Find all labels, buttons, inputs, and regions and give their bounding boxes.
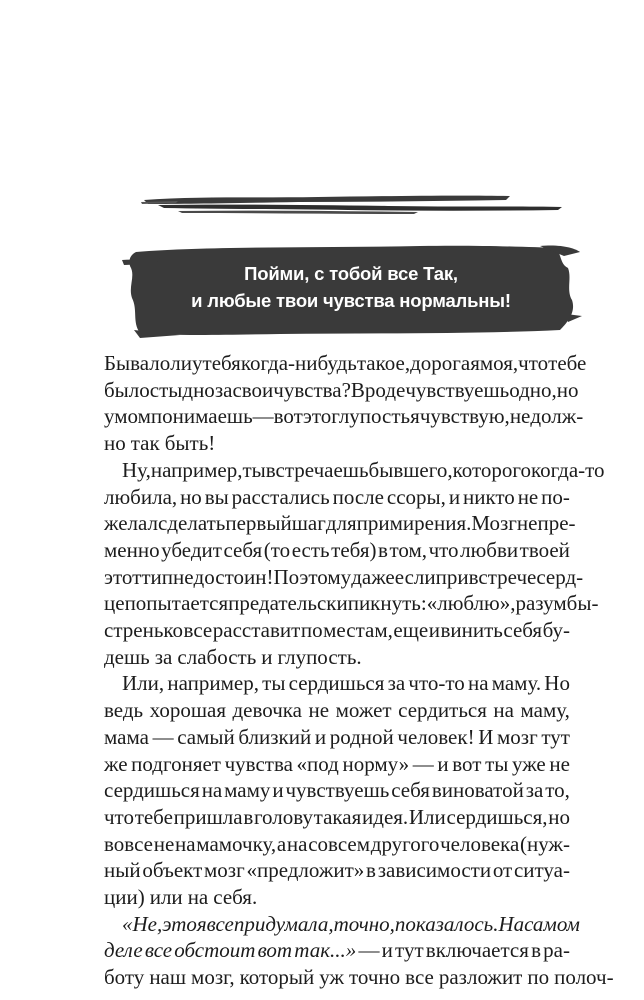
word: по- [541, 484, 570, 509]
word: себя [503, 618, 543, 643]
word: и [437, 751, 449, 776]
word: себя [223, 537, 263, 562]
word: за [214, 377, 233, 402]
word: свои [232, 377, 274, 402]
word: примирения. [356, 511, 472, 536]
word: «под [296, 751, 339, 776]
word: бы- [566, 591, 599, 616]
word: маму. [491, 671, 542, 696]
word: долж- [530, 404, 584, 429]
word: «предложит» [246, 858, 365, 883]
word: и [381, 938, 393, 963]
word: а [276, 831, 287, 856]
word: сердишься [288, 671, 385, 696]
word: бывшего, [368, 457, 453, 482]
word: включается [425, 938, 529, 963]
brush-stroke-divider [138, 186, 568, 224]
word: придумала, [233, 911, 334, 936]
word: точно, [333, 911, 395, 936]
word: быть! [164, 431, 216, 456]
word: ли [170, 351, 193, 375]
text-line [104, 964, 614, 991]
word: глупость [331, 404, 411, 429]
word: на [201, 778, 223, 803]
word: встрече [468, 564, 537, 589]
word: все [183, 618, 213, 643]
word: на [493, 698, 514, 723]
word: сердиться [398, 698, 487, 723]
word: виноватой [431, 778, 524, 803]
word: маму [224, 778, 271, 803]
word: когда-то [530, 457, 605, 482]
text-line [104, 617, 570, 644]
word: подгоняет [131, 751, 221, 776]
heading-line-2: и любые твои чувства нормальны! [191, 290, 511, 311]
word: тут [395, 938, 424, 963]
word: этот [104, 564, 142, 589]
word: чувства? [273, 377, 351, 402]
word: но [548, 804, 570, 829]
word: я [196, 911, 207, 936]
word: но [104, 431, 126, 456]
word: шаг [291, 511, 326, 536]
word: наш [149, 965, 187, 990]
text-line [104, 751, 570, 778]
word: зависимости [377, 858, 492, 883]
word: менно [104, 537, 160, 562]
word: «Не, [122, 911, 163, 936]
word: так...» [294, 938, 357, 963]
text-line [104, 857, 570, 884]
paragraph [104, 457, 605, 671]
word: (нуж- [520, 831, 570, 856]
word: мозг [204, 858, 245, 883]
word: Ну, [122, 457, 151, 482]
word: уж [319, 965, 344, 990]
word: маму, [520, 698, 570, 723]
word: — [252, 404, 274, 429]
word: человек! [397, 724, 475, 749]
word: твоей [519, 537, 570, 562]
word: тебя [202, 351, 241, 375]
word: ции) [104, 885, 145, 910]
word: глупость. [277, 644, 362, 669]
word: слабость [177, 644, 257, 669]
word: близкий [238, 724, 312, 749]
word: на [175, 831, 196, 856]
word: такое, [356, 351, 411, 375]
word: разум [515, 591, 567, 616]
word: тут [541, 724, 570, 749]
paragraph [104, 350, 587, 457]
word: и [448, 484, 461, 509]
word: идея. [362, 804, 409, 829]
word: любви [460, 537, 519, 562]
text-line [104, 510, 576, 537]
word: На [498, 911, 525, 936]
word: например, [167, 671, 259, 696]
word: уже [511, 751, 546, 776]
word: моя, [479, 351, 519, 375]
word: Но [544, 671, 570, 696]
paragraph [104, 670, 570, 910]
text-line [104, 430, 570, 457]
word: сделать [158, 511, 226, 536]
text-line [104, 670, 570, 697]
word: может [335, 698, 392, 723]
word: чувствую, [419, 404, 510, 429]
word: стренько [104, 618, 184, 643]
word: для [325, 511, 357, 536]
word: ты [262, 671, 286, 696]
word: дешь [104, 644, 150, 669]
text-line [104, 537, 570, 564]
word: мама [104, 724, 149, 749]
word: например, [150, 457, 243, 482]
word: было [104, 377, 150, 402]
word: такая [313, 804, 362, 829]
word: Или, [122, 671, 165, 696]
word: после [332, 484, 384, 509]
word: но [556, 377, 579, 402]
word: и [428, 618, 440, 643]
text-line [104, 644, 570, 671]
word: который [239, 965, 315, 990]
word: что [104, 804, 134, 829]
word: местам, [323, 618, 393, 643]
text-line [104, 911, 580, 938]
word: непре- [516, 511, 576, 536]
word: если [394, 564, 436, 589]
word: понимаешь [150, 404, 253, 429]
text-line [104, 777, 570, 804]
word: что-то [408, 671, 465, 696]
word: себя [391, 778, 430, 803]
word: точно [348, 965, 401, 990]
word: голову [253, 804, 313, 829]
word: не [509, 404, 531, 429]
word: по [300, 618, 323, 643]
word: и [314, 724, 327, 749]
word: чувствуешь [285, 778, 390, 803]
chapter-heading-banner [120, 238, 582, 344]
word: в [531, 938, 541, 963]
word: деле [104, 938, 143, 963]
word: ситуа- [513, 858, 570, 883]
word: ведь [104, 698, 144, 723]
word: в [243, 804, 254, 829]
word: другого [370, 831, 440, 856]
word: совсем [308, 831, 371, 856]
word: на [187, 885, 209, 910]
word: от [492, 858, 513, 883]
word: на [286, 831, 308, 856]
text-line [104, 564, 584, 591]
text-line [104, 724, 570, 751]
word: тебе [134, 804, 173, 829]
text-line [104, 937, 570, 964]
word: чувства [224, 751, 293, 776]
word: вовсе [104, 831, 153, 856]
word: стыдно [149, 377, 215, 402]
word: И [478, 724, 494, 749]
word: пикнуть: [347, 591, 427, 616]
word: чувствуешь [405, 377, 510, 402]
word: в [378, 537, 388, 562]
text-line [104, 804, 570, 831]
word: мозг, [191, 965, 235, 990]
word: пришла [173, 804, 243, 829]
word: дорогая [410, 351, 480, 375]
word: самый [177, 724, 235, 749]
word: расстались [231, 484, 330, 509]
word: предательски [228, 591, 348, 616]
word: все [206, 911, 234, 936]
word: это [162, 911, 197, 936]
word: ра- [543, 938, 570, 963]
word: показалось. [394, 911, 499, 936]
word: на [467, 671, 489, 696]
word: хорошая [149, 698, 226, 723]
word: в [366, 858, 376, 883]
word: одно, [509, 377, 557, 402]
text-line [104, 884, 570, 911]
word: и [272, 778, 284, 803]
word: Вроде [350, 377, 406, 402]
word: винить [440, 618, 503, 643]
word: все [405, 965, 434, 990]
body-text [104, 350, 614, 991]
word: (то [263, 537, 291, 562]
word: вот [452, 751, 482, 776]
word: норму» [342, 751, 410, 776]
word: и [261, 644, 273, 669]
word: есть [291, 537, 330, 562]
word: что [428, 537, 459, 562]
word: у [192, 351, 203, 375]
text-line [104, 697, 570, 724]
text-line [104, 457, 605, 484]
word: боту [104, 965, 145, 990]
word: при [435, 564, 469, 589]
word: не [172, 564, 194, 589]
word: попытается [124, 591, 229, 616]
word: по [527, 965, 550, 990]
word: ный [104, 858, 141, 883]
word: разложит [438, 965, 523, 990]
word: никто [462, 484, 515, 509]
text-line [104, 350, 587, 377]
word: Поэтому [273, 564, 352, 589]
word: мозг [497, 724, 538, 749]
text-line [104, 403, 584, 430]
word: Мозг [471, 511, 517, 536]
word: тебя) [331, 537, 377, 562]
word: обстоит [174, 938, 256, 963]
word: полоч- [554, 965, 614, 990]
word: серд- [536, 564, 584, 589]
word: человека [440, 831, 520, 856]
word: все [144, 938, 173, 963]
word: я [410, 404, 420, 429]
text-line [104, 377, 579, 404]
word: за [387, 671, 406, 696]
word: вы [204, 484, 229, 509]
word: первый [225, 511, 292, 536]
word: не [549, 751, 570, 776]
word: даже [351, 564, 395, 589]
word: когда-нибудь [240, 351, 357, 375]
word: вот [273, 404, 303, 429]
word: достоин! [193, 564, 274, 589]
word: Бывало [104, 351, 171, 375]
word: — [412, 751, 434, 776]
word: за [525, 778, 544, 803]
word: мамочку, [196, 831, 277, 856]
text-line [104, 831, 570, 858]
word: но [180, 484, 202, 509]
word: це [104, 591, 125, 616]
word: убедит [161, 537, 222, 562]
word: ссоры, [386, 484, 446, 509]
word: что [518, 351, 549, 375]
word: не [517, 484, 539, 509]
paragraph [104, 911, 614, 991]
word: же [104, 751, 128, 776]
word: которого [452, 457, 531, 482]
word: тебе [548, 351, 587, 375]
word: бу- [542, 618, 570, 643]
word: за [154, 644, 173, 669]
word: умом [104, 404, 151, 429]
word: объект [142, 858, 203, 883]
text-line [104, 484, 570, 511]
word: или [149, 885, 183, 910]
word: встречаешь [265, 457, 369, 482]
word: «люблю», [426, 591, 516, 616]
word: сердишься [104, 778, 200, 803]
word: это [302, 404, 332, 429]
word: не [308, 698, 330, 723]
word: тип [141, 564, 173, 589]
word: расставит [212, 618, 301, 643]
word: то, [545, 778, 570, 803]
word: любила, [104, 484, 178, 509]
word: желал [104, 511, 159, 536]
word: — [152, 724, 174, 749]
heading-line-1: Пойми, с тобой все Так, [244, 263, 458, 284]
word: Или [408, 804, 446, 829]
word: сердишься, [446, 804, 548, 829]
word: том, [389, 537, 428, 562]
word: родной [329, 724, 394, 749]
word: ты [242, 457, 266, 482]
word: — [358, 938, 380, 963]
word: себя. [213, 885, 258, 910]
word: не [153, 831, 175, 856]
word: вот [257, 938, 293, 963]
word: еще [393, 618, 429, 643]
word: самом [524, 911, 580, 936]
word: девочка [232, 698, 303, 723]
word: так [130, 431, 160, 456]
word: ты [485, 751, 509, 776]
text-line [104, 590, 599, 617]
